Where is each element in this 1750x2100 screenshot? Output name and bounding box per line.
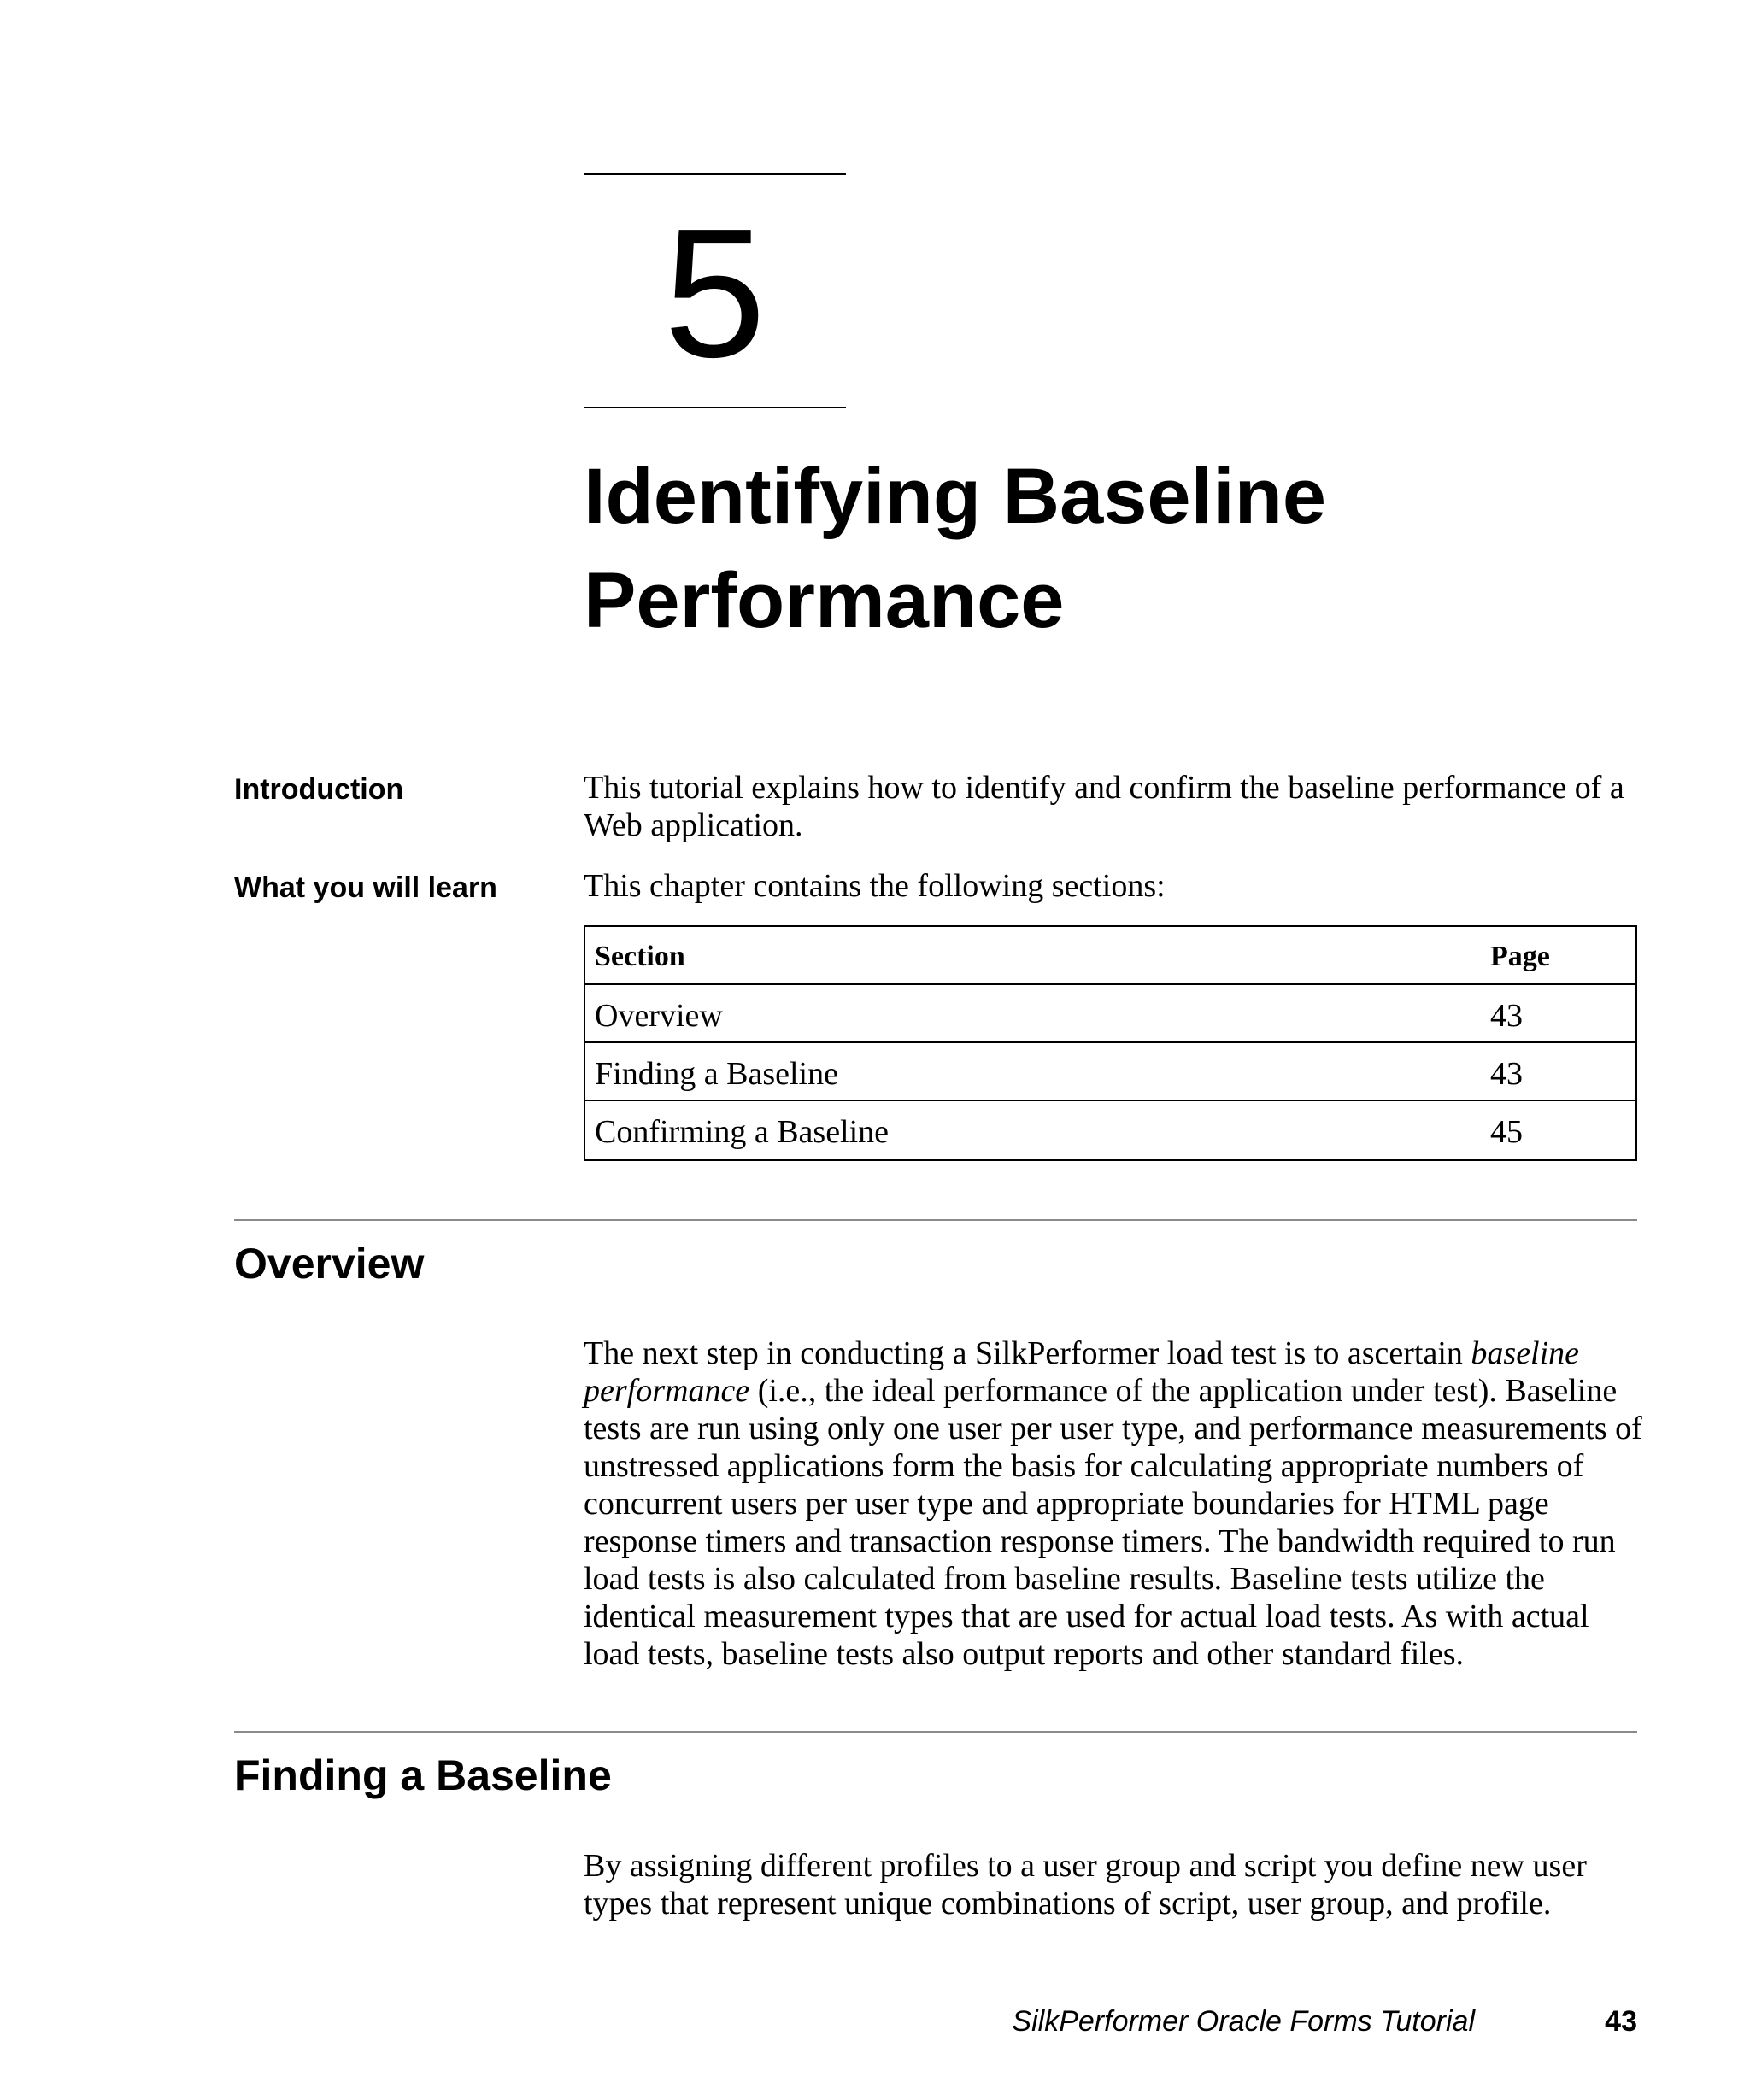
overview-paragraph [584, 1334, 1643, 1673]
overview-heading: Overview [234, 1240, 425, 1288]
table-cell-page: 45 [1490, 1114, 1523, 1150]
table-cell-section: Confirming a Baseline [595, 1114, 890, 1150]
finding-baseline-heading: Finding a Baseline [234, 1751, 612, 1799]
sections-table [584, 925, 1637, 1161]
chapter-title-line-2: Performance [584, 557, 1065, 644]
table-cell-section: Overview [595, 998, 723, 1034]
overview-text-italic: baseline performance [584, 1335, 1580, 1409]
introduction-text: This tutorial explains how to identify and confirm the baseline performance of a Web application. [584, 770, 1624, 843]
table-row [585, 1101, 1635, 1159]
overview-text-end: (i.e., the ideal performance of the application under test). Baseline tests are run using only one user per user type, and performance measurements of unstressed applications form the basis for calculating appropriate numbers of concurrent users per user type and appropriate boundaries for HTML page response timers and transaction response timers. The bandwidth required to run load tests is also calculated from baseline results. Baseline tests utilize the identical measurement types that are used for actual load tests. As with actual load tests, baseline tests also output reports and other standard files. [584, 1373, 1642, 1672]
finding-baseline-paragraph: By assigning different profiles to a user group and script you define new user types that represent unique combinations of script, user group, and profile. [584, 1848, 1587, 1921]
overview-divider [234, 1219, 1637, 1221]
table-header-row [585, 927, 1635, 985]
table-row [585, 985, 1635, 1043]
table-header-section: Section [595, 941, 685, 972]
finding-baseline-divider [234, 1731, 1637, 1733]
chapter-title-line-1: Identifying Baseline [584, 453, 1327, 540]
what-you-will-learn-label: What you will learn [234, 871, 497, 904]
footer-book-title: SilkPerformer Oracle Forms Tutorial [1012, 2005, 1475, 2038]
table-cell-page: 43 [1490, 998, 1523, 1034]
chapter-rule-top [584, 173, 846, 175]
chapter-number: 5 [663, 190, 766, 396]
table-cell-page: 43 [1490, 1056, 1523, 1092]
table-row [585, 1043, 1635, 1101]
overview-text-start: The next step in conducting a SilkPerformer load test is to ascertain [584, 1335, 1471, 1371]
introduction-label: Introduction [234, 773, 404, 806]
footer-page-number: 43 [1605, 2005, 1637, 2038]
chapter-title [584, 444, 1652, 653]
what-you-will-learn-text: This chapter contains the following sections: [584, 868, 1166, 904]
chapter-rule-bottom [584, 407, 846, 408]
table-header-page: Page [1490, 941, 1550, 972]
table-cell-section: Finding a Baseline [595, 1056, 838, 1092]
